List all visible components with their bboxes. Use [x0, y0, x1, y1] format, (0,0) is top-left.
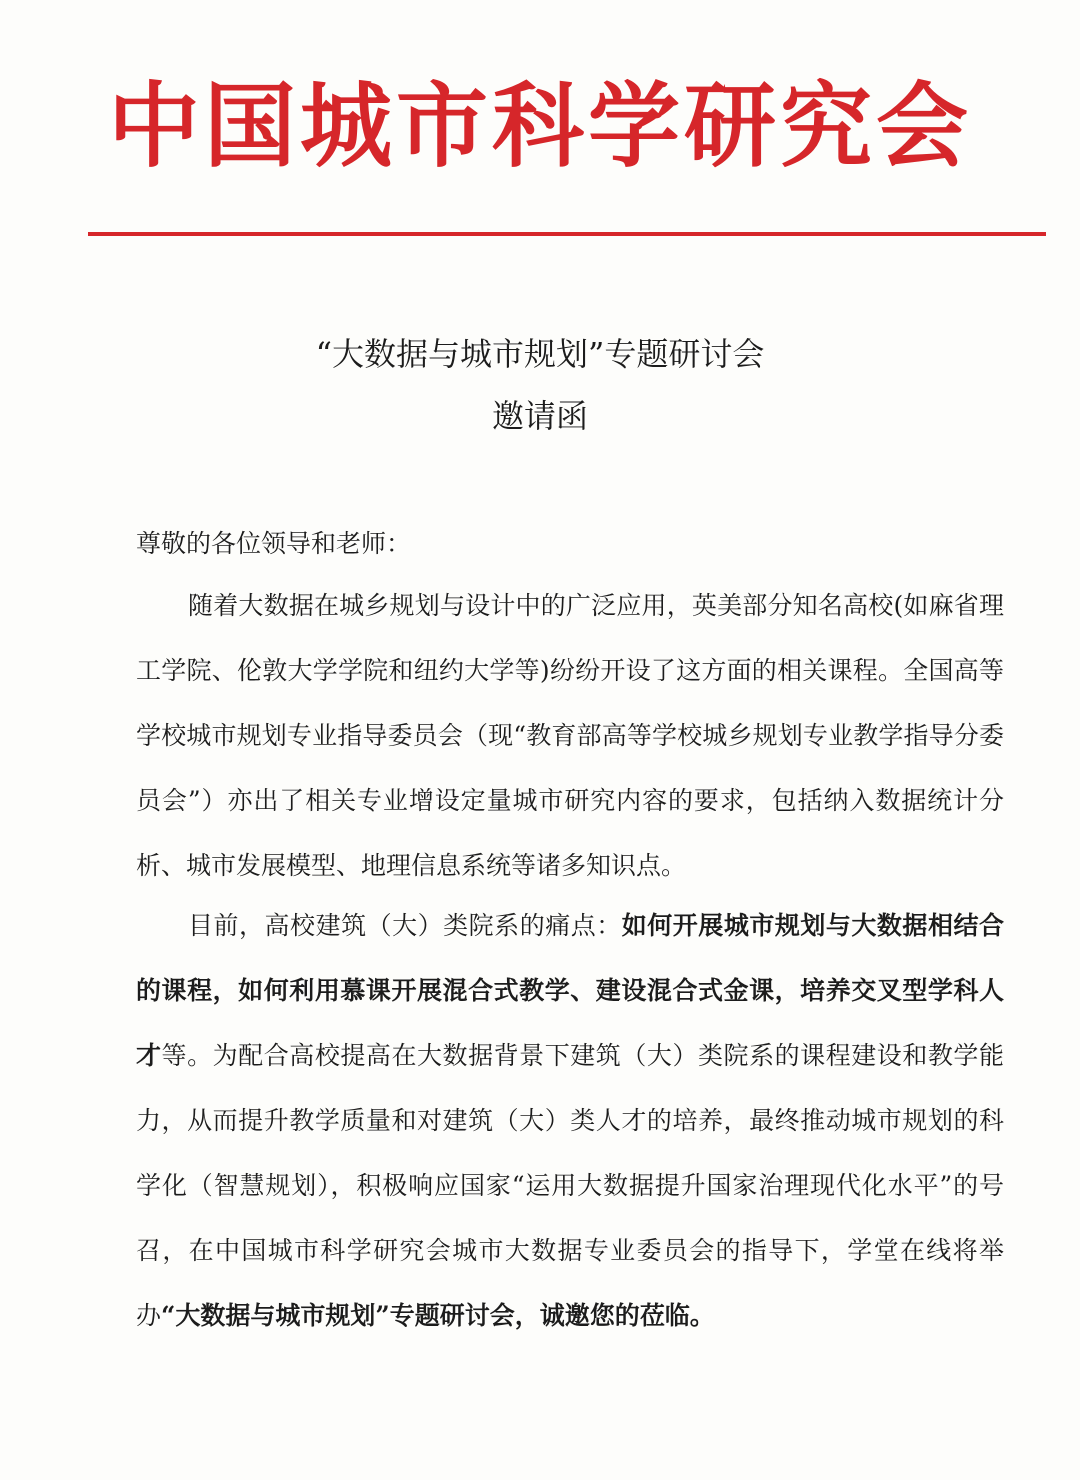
paragraph-2-painpoints: 如何开展城市规划与大数据相结合的课程，如何利用慕课开展混合式教学、建设混合式金课，培养交叉型学科人才: [136, 911, 1004, 1070]
red-divider-line: [88, 232, 1046, 236]
paragraph-2-middle: 等。为配合高校提高在大数据背景下建筑（大）类院系的课程建设和教学能力，从而提升教学质量和对建筑（大）类人才的培养，最终推动城市规划的科学化（智慧规划），积极响应国家“运用大数据提升国家治理现代化水平”的号召，在中国城市科学研究会城市大数据专业委员会的指导下，学堂在线将举办: [136, 1041, 1004, 1330]
document-subtitle: 邀请函: [491, 397, 588, 435]
document-title: “大数据与城市规划”专题研讨会: [315, 335, 765, 373]
salutation: 尊敬的各位领导和老师：: [136, 529, 412, 558]
org-name-heading: 中国城市科学研究会: [107, 73, 972, 180]
paragraph-2: [136, 893, 1004, 1348]
paragraph-2-lead: 目前，高校建筑（大）类院系的痛点：: [188, 911, 622, 940]
paragraph-1: 随着大数据在城乡规划与设计中的广泛应用，英美部分知名高校(如麻省理工学院、伦敦大学学院和纽约大学等)纷纷开设了这方面的相关课程。全国高等学校城市规划专业指导委员会（现“教育部高等学校城乡规划专业教学指导分委员会”）亦出了相关专业增设定量城市研究内容的要求，包括纳入数据统计分析、城市发展模型、地理信息系统等诸多知识点。: [136, 591, 1004, 880]
paragraph-2-invitation: “大数据与城市规划”专题研讨会，诚邀您的莅临。: [161, 1301, 715, 1330]
